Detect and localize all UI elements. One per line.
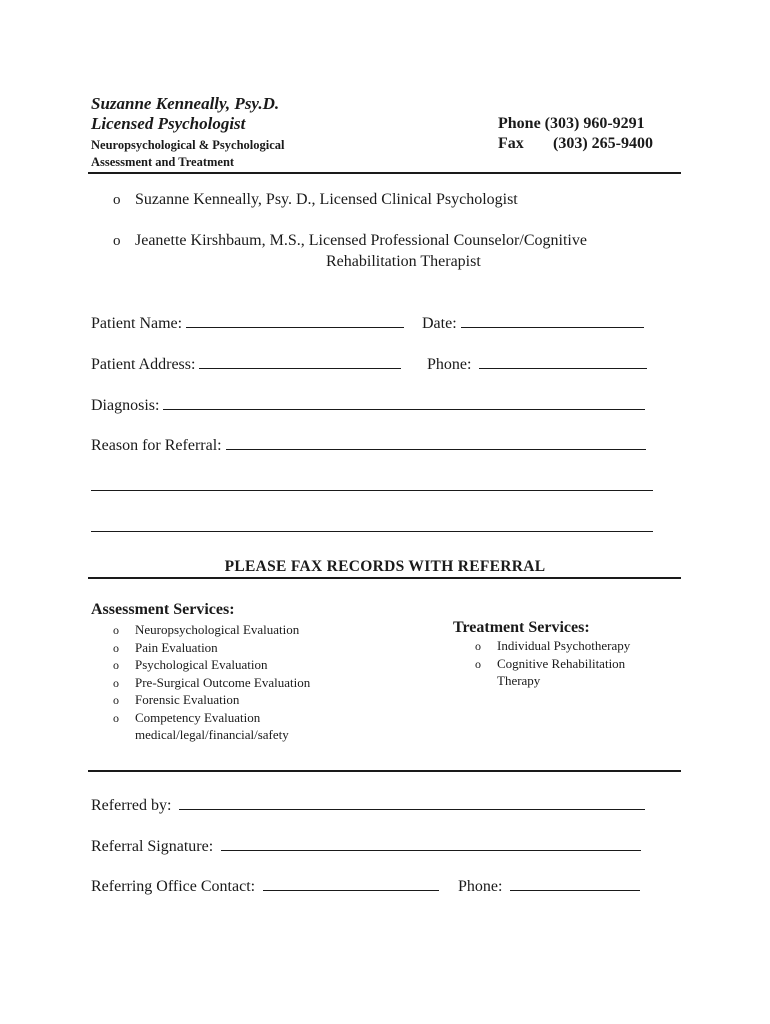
checkbox-icon[interactable]: o bbox=[475, 656, 481, 671]
date-field[interactable] bbox=[422, 313, 644, 333]
referring-office-phone-input-line[interactable] bbox=[510, 876, 640, 891]
checkbox-icon[interactable]: o bbox=[113, 192, 121, 208]
list-item[interactable] bbox=[113, 639, 310, 657]
assessment-item-label: Psychological Evaluation bbox=[135, 657, 268, 672]
psychologist-title: Licensed Psychologist bbox=[91, 114, 246, 133]
assessment-item-label: Forensic Evaluation bbox=[135, 692, 240, 707]
patient-address-input-line[interactable] bbox=[199, 354, 401, 369]
fax-records-notice bbox=[0, 558, 770, 576]
clinician-1-label: Suzanne Kenneally, Psy. D., Licensed Clinical Psychologist bbox=[135, 191, 518, 208]
list-item[interactable] bbox=[113, 691, 310, 709]
referring-office-phone-label: Phone: bbox=[458, 878, 503, 895]
assessment-services-heading: Assessment Services: bbox=[91, 601, 235, 618]
assessment-item-label: Pre-Surgical Outcome Evaluation bbox=[135, 674, 311, 690]
header-divider bbox=[88, 172, 681, 174]
patient-address-field[interactable] bbox=[91, 354, 401, 374]
checkbox-icon[interactable]: o bbox=[113, 623, 119, 637]
patient-phone-field[interactable] bbox=[427, 354, 647, 374]
reason-input-line[interactable] bbox=[226, 435, 646, 450]
reason-continuation-line-2[interactable] bbox=[91, 517, 653, 537]
office-phone: Phone (303) 960-9291 bbox=[498, 115, 645, 132]
referred-by-input-line[interactable] bbox=[179, 795, 645, 810]
reason-field[interactable] bbox=[91, 435, 646, 455]
checkbox-icon[interactable]: o bbox=[113, 693, 119, 707]
checkbox-icon[interactable]: o bbox=[113, 675, 119, 690]
patient-name-field[interactable] bbox=[91, 313, 404, 333]
checkbox-icon[interactable]: o bbox=[475, 639, 481, 653]
assessment-item-continuation: medical/legal/financial/safety bbox=[135, 727, 289, 742]
referring-office-phone-field[interactable] bbox=[458, 876, 640, 896]
patient-name-input-line[interactable] bbox=[186, 313, 404, 328]
clinician-option-2[interactable] bbox=[113, 232, 587, 250]
office-fax bbox=[498, 135, 653, 153]
treatment-item-label: Individual Psychotherapy bbox=[497, 638, 631, 653]
patient-address-label: Patient Address: bbox=[91, 356, 196, 373]
referred-by-label: Referred by: bbox=[91, 797, 172, 814]
notice-divider bbox=[88, 577, 681, 579]
list-item[interactable] bbox=[113, 674, 310, 692]
referring-office-contact-field[interactable] bbox=[91, 876, 439, 896]
patient-name-label: Patient Name: bbox=[91, 315, 183, 332]
reason-input-line[interactable] bbox=[91, 517, 653, 532]
practice-subtitle-line1: Neuropsychological & Psychological bbox=[91, 138, 285, 152]
date-label: Date: bbox=[422, 315, 457, 332]
reason-continuation-line-1[interactable] bbox=[91, 476, 653, 496]
diagnosis-field[interactable] bbox=[91, 395, 645, 415]
referral-signature-field[interactable] bbox=[91, 836, 641, 856]
treatment-services-list bbox=[475, 637, 630, 690]
diagnosis-label: Diagnosis: bbox=[91, 397, 160, 414]
list-item[interactable] bbox=[113, 656, 310, 674]
referring-office-contact-input-line[interactable] bbox=[263, 876, 439, 891]
referral-signature-input-line[interactable] bbox=[221, 836, 641, 851]
referred-by-field[interactable] bbox=[91, 795, 645, 815]
checkbox-icon[interactable]: o bbox=[113, 640, 119, 655]
treatment-item-label: Cognitive Rehabilitation bbox=[497, 655, 626, 671]
diagnosis-input-line[interactable] bbox=[163, 395, 645, 410]
referring-office-contact-label: Referring Office Contact: bbox=[91, 878, 256, 895]
assessment-services-list bbox=[113, 621, 310, 744]
checkbox-icon[interactable]: o bbox=[113, 233, 121, 249]
checkbox-icon[interactable]: o bbox=[113, 658, 119, 672]
treatment-services-heading: Treatment Services: bbox=[453, 619, 590, 636]
assessment-item-label: Pain Evaluation bbox=[135, 639, 218, 655]
assessment-item-label: Neuropsychological Evaluation bbox=[135, 622, 300, 637]
list-item[interactable] bbox=[113, 621, 310, 639]
fax-label: Fax bbox=[498, 135, 524, 152]
treatment-item-continuation: Therapy bbox=[497, 673, 541, 688]
reason-label: Reason for Referral: bbox=[91, 437, 222, 454]
clinician-2-label: Jeanette Kirshbaum, M.S., Licensed Professional Counselor/Cognitive bbox=[135, 232, 587, 249]
clinician-option-1[interactable] bbox=[113, 191, 518, 209]
date-input-line[interactable] bbox=[461, 313, 644, 328]
checkbox-icon[interactable]: o bbox=[113, 710, 119, 725]
reason-input-line[interactable] bbox=[91, 476, 653, 491]
fax-records-notice-text: PLEASE FAX RECORDS WITH REFERRAL bbox=[224, 558, 546, 575]
psychologist-name: Suzanne Kenneally, Psy.D. bbox=[91, 94, 280, 113]
services-divider bbox=[88, 770, 681, 772]
practice-subtitle-line2: Assessment and Treatment bbox=[91, 155, 235, 169]
patient-phone-label: Phone: bbox=[427, 356, 472, 373]
assessment-item-label: Competency Evaluation bbox=[135, 709, 261, 725]
patient-phone-input-line[interactable] bbox=[479, 354, 647, 369]
list-item[interactable] bbox=[113, 709, 310, 727]
referral-signature-label: Referral Signature: bbox=[91, 838, 214, 855]
list-item[interactable] bbox=[475, 637, 630, 655]
clinician-2-label-continued: Rehabilitation Therapist bbox=[326, 253, 481, 270]
list-item[interactable] bbox=[475, 655, 630, 673]
fax-number: (303) 265-9400 bbox=[553, 135, 653, 152]
